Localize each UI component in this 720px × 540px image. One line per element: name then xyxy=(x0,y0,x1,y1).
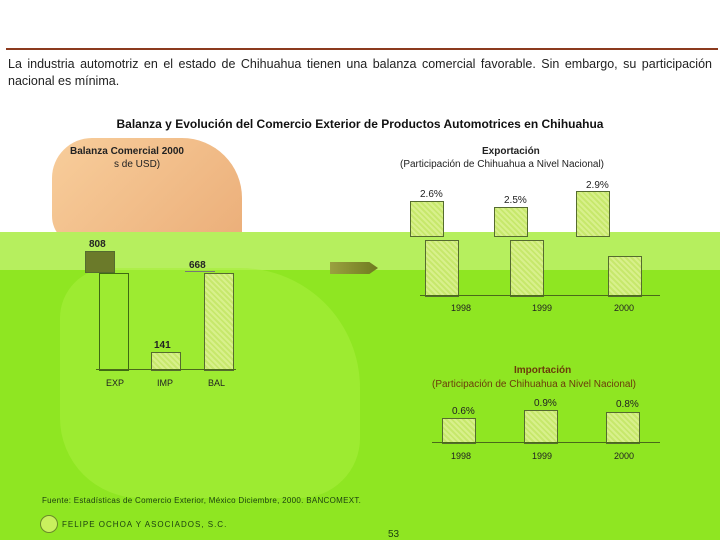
exportacion-pct-2000: 2.9% xyxy=(586,180,609,191)
importacion-year-1998: 1998 xyxy=(451,451,472,461)
exportacion-pct-1998: 2.6% xyxy=(420,189,443,200)
importacion-year-1999: 1999 xyxy=(532,451,553,461)
balanza-label-bal: BAL xyxy=(208,378,226,388)
importacion-subtitle: (Participación de Chihuahua a Nivel Nacional) xyxy=(432,379,636,390)
importacion-pct-1998: 0.6% xyxy=(452,406,475,417)
balanza-value-bal: 668 xyxy=(189,260,206,271)
brand-logo xyxy=(40,515,58,533)
importacion-pct-1999: 0.9% xyxy=(534,398,557,409)
page-number: 53 xyxy=(388,529,400,540)
balanza-value-exp: 808 xyxy=(89,239,106,250)
exportacion-year-1999: 1999 xyxy=(532,303,553,313)
intro-text: La industria automotriz en el estado de Chihuahua tienen una balanza comercial favorable. Sin embargo, su participación nacional es mínima. xyxy=(8,57,712,88)
exportacion-title: Exportación xyxy=(482,146,540,157)
exportacion-subtitle: (Participación de Chihuahua a Nivel Nacional) xyxy=(400,159,604,170)
balanza-label-imp: IMP xyxy=(157,378,174,388)
balanza-title: Balanza Comercial 2000 xyxy=(70,146,184,157)
chart-title: Balanza y Evolución del Comercio Exterior de Productos Automotrices en Chihuahua xyxy=(116,117,604,131)
importacion-title: Importación xyxy=(514,365,572,376)
importacion-bar-2000 xyxy=(606,412,640,444)
balanza-unit: s de USD) xyxy=(114,159,161,170)
exportacion-year-2000: 2000 xyxy=(614,303,635,313)
importacion-pct-2000: 0.8% xyxy=(616,399,639,410)
importacion-axis xyxy=(432,442,660,443)
importacion-year-2000: 2000 xyxy=(614,451,635,461)
balanza-value-imp: 141 xyxy=(154,340,171,351)
exportacion-year-1998: 1998 xyxy=(451,303,472,313)
source-footnote: Fuente: Estadísticas de Comercio Exterior, México Diciembre, 2000. BANCOMEXT. xyxy=(42,496,362,505)
exportacion-pct-1999: 2.5% xyxy=(504,195,527,206)
importacion-bar-1999 xyxy=(524,410,558,444)
brand-name: FELIPE OCHOA Y ASOCIADOS, S.C. xyxy=(62,520,228,529)
balanza-label-exp: EXP xyxy=(106,378,125,388)
importacion-bar-1998 xyxy=(442,418,476,444)
